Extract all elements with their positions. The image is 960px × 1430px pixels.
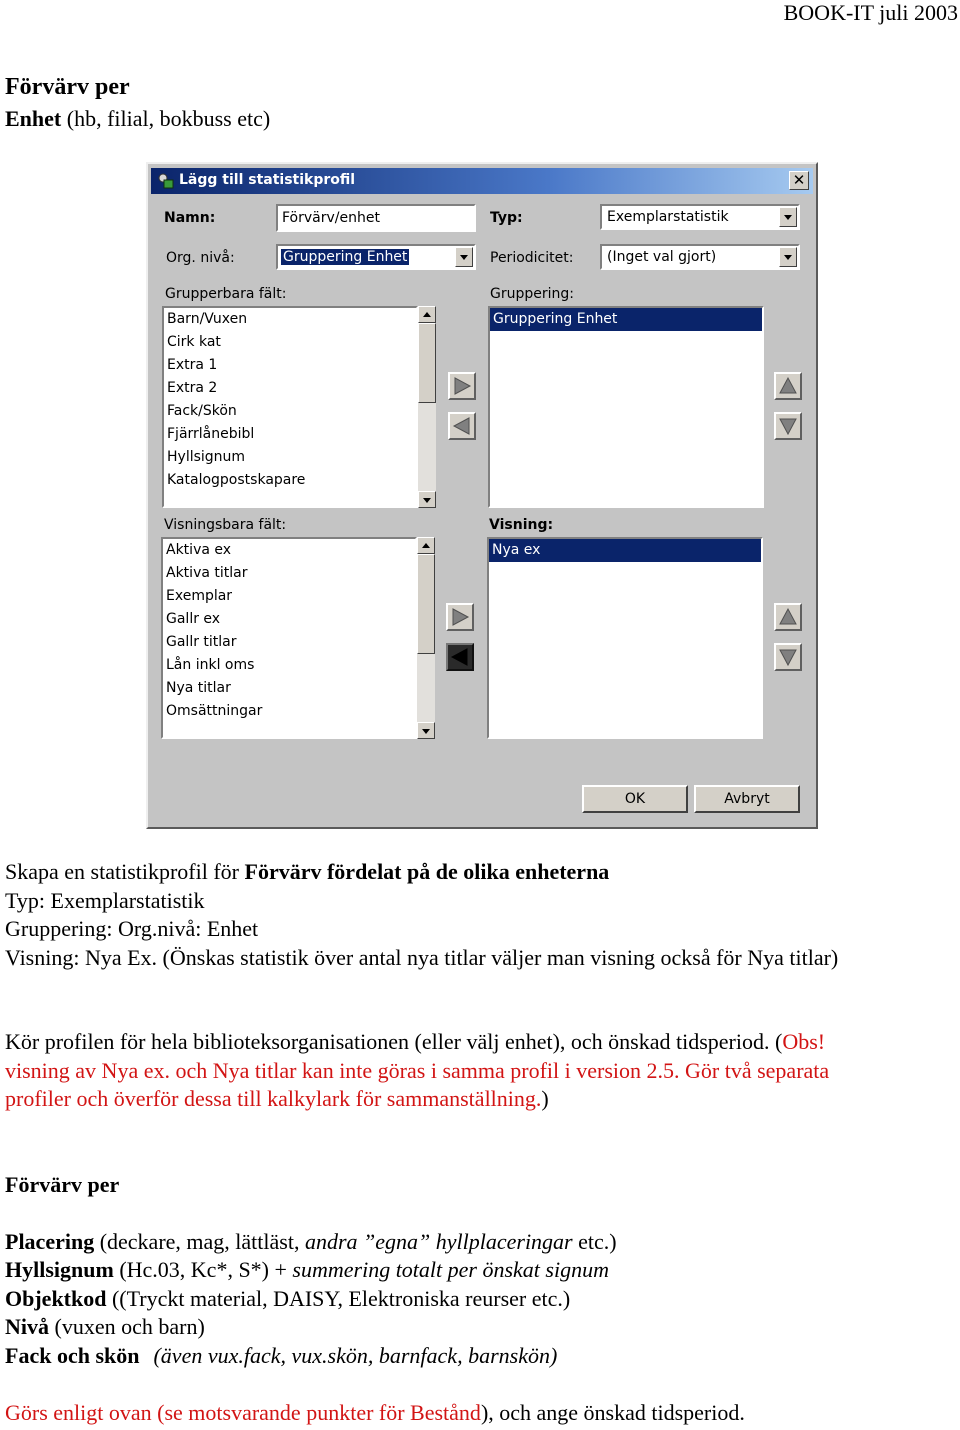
text-span: Skapa en statistikprofil för (5, 859, 245, 884)
list-item[interactable]: Nya ex (489, 539, 761, 562)
grouping-move-down-button[interactable] (774, 412, 802, 440)
dialog-title: Lägg till statistikprofil (179, 172, 356, 188)
type-select[interactable] (600, 204, 800, 230)
scroll-up-icon[interactable] (418, 306, 436, 323)
chevron-down-icon[interactable] (455, 247, 473, 267)
arrow-down-icon (778, 416, 798, 436)
text-bold: Hyllsignum (5, 1257, 114, 1282)
list-item[interactable]: Katalogpostskapare (167, 472, 306, 488)
text-span: ), och ange önskad tidsperiod. (480, 1400, 745, 1425)
view-list[interactable] (487, 537, 763, 739)
grouping-move-up-button[interactable] (774, 372, 802, 400)
add-grouping-button[interactable] (448, 372, 476, 400)
list-item[interactable]: Gallr titlar (166, 634, 237, 650)
para-run-profile (5, 1029, 825, 1055)
view-move-down-button[interactable] (774, 643, 802, 671)
text-italic: (även vux.fack, vux.skön, barnfack, barnskön) (153, 1343, 558, 1368)
intro-unit-line (5, 106, 270, 132)
remove-view-button[interactable] (446, 643, 474, 671)
text-red: Obs! (782, 1029, 826, 1054)
text-span: (Hc.03, Kc*, S*) + (113, 1257, 293, 1282)
close-icon[interactable]: ✕ (789, 171, 809, 190)
type-label: Typ: (490, 210, 523, 226)
para-type: Typ: Exemplarstatistik (5, 888, 205, 913)
list-item[interactable]: Gallr ex (166, 611, 221, 627)
text-italic: andra ”egna” hyllplaceringar (304, 1229, 573, 1254)
list-item[interactable]: Extra 1 (167, 357, 218, 373)
unit-desc: (hb, filial, bokbuss etc) (61, 106, 271, 131)
list-item[interactable]: Lån inkl oms (166, 657, 255, 673)
text-bold: Nivå (5, 1314, 49, 1339)
list-item[interactable]: Fack/Skön (167, 403, 237, 419)
text-red: Görs enligt ovan (se motsvarande punkter för Bestånd (5, 1400, 481, 1425)
list-item[interactable]: Gruppering Enhet (490, 308, 762, 331)
para-note-end (5, 1086, 549, 1112)
list-item[interactable]: Barn/Vuxen (167, 311, 248, 327)
page-header: BOOK-IT juli 2003 (783, 0, 958, 25)
list-item[interactable]: Hyllsignum (167, 449, 246, 465)
groupable-scrollbar[interactable] (418, 306, 436, 508)
view-move-up-button[interactable] (774, 603, 802, 631)
para-grouping: Gruppering: Org.nivå: Enhet (5, 916, 259, 941)
add-stat-profile-dialog (146, 162, 818, 829)
view-label: Visning: (489, 517, 554, 533)
arrow-down-icon (778, 647, 798, 667)
periodicity-value: (Inget val gjort) (607, 249, 717, 265)
arrow-right-icon (452, 376, 472, 396)
list-item[interactable]: Omsättningar (166, 703, 263, 719)
cancel-button[interactable]: Avbryt (694, 785, 800, 813)
text-span: ) (541, 1086, 549, 1111)
item-genre (5, 1343, 557, 1369)
text-span: etc.) (572, 1229, 617, 1254)
list-item[interactable]: Nya titlar (166, 680, 231, 696)
periodicity-select[interactable] (600, 244, 800, 270)
text-italic: summering totalt per önskat signum (292, 1257, 609, 1282)
section-title: Förvärv per (5, 74, 130, 100)
arrow-right-icon (450, 607, 470, 627)
arrow-up-icon (778, 607, 798, 627)
chevron-down-icon[interactable] (779, 207, 797, 227)
item-level (5, 1314, 205, 1340)
name-input[interactable]: Förvärv/enhet (276, 204, 476, 232)
text-bold: Fack och skön (5, 1343, 140, 1368)
groupable-fields-list[interactable] (162, 306, 418, 508)
viewable-scrollbar[interactable] (417, 537, 435, 739)
text-span: Kör profilen för hela biblioteksorganisationen (eller välj enhet), och önskad tidsperiod. ( (5, 1029, 783, 1054)
scroll-down-icon[interactable] (417, 722, 435, 739)
para-final (5, 1400, 745, 1426)
item-placement (5, 1229, 617, 1255)
text-bold: Placering (5, 1229, 95, 1254)
arrow-left-icon (450, 647, 470, 667)
scroll-up-icon[interactable] (417, 537, 435, 554)
unit-label: Enhet (5, 106, 62, 131)
viewable-fields-list[interactable] (161, 537, 417, 739)
arrow-up-icon (778, 376, 798, 396)
grouping-label: Gruppering: (490, 286, 574, 302)
text-span: ((Tryckt material, DAISY, Elektroniska reurser etc.) (106, 1286, 571, 1311)
list-item[interactable]: Cirk kat (167, 334, 221, 350)
section2-title: Förvärv per (5, 1172, 120, 1197)
add-view-button[interactable] (446, 603, 474, 631)
item-objectcode (5, 1286, 570, 1312)
org-level-value: Gruppering Enhet (283, 249, 408, 265)
grouping-list[interactable] (488, 306, 764, 508)
item-shelfmark (5, 1257, 609, 1283)
dialog-titlebar[interactable] (151, 168, 813, 194)
groupable-fields-label: Grupperbara fält: (165, 286, 287, 302)
para-note: visning av Nya ex. och Nya titlar kan inte göras i samma profil i version 2.5. Gör två separata (5, 1058, 830, 1083)
para-create-profile (5, 859, 609, 885)
remove-grouping-button[interactable] (448, 412, 476, 440)
list-item[interactable]: Exemplar (166, 588, 233, 604)
list-item[interactable]: Aktiva ex (166, 542, 232, 558)
text-span: (vuxen och barn) (49, 1314, 205, 1339)
list-item[interactable]: Extra 2 (167, 380, 218, 396)
list-item[interactable]: Aktiva titlar (166, 565, 248, 581)
text-bold: Förvärv fördelat på de olika enheterna (244, 859, 610, 884)
app-icon (157, 172, 175, 190)
para-view: Visning: Nya Ex. (Önskas statistik över antal nya titlar väljer man visning också för Nya titlar) (5, 945, 839, 970)
list-item[interactable]: Fjärrlånebibl (167, 426, 255, 442)
text-span: (deckare, mag, lättläst, (94, 1229, 305, 1254)
type-value: Exemplarstatistik (607, 209, 729, 225)
text-red: profiler och överför dessa till kalkylark för sammanställning. (5, 1086, 542, 1111)
org-level-label: Org. nivå: (166, 250, 235, 266)
ok-button[interactable]: OK (582, 785, 688, 813)
org-level-select[interactable] (276, 244, 476, 270)
scroll-down-icon[interactable] (418, 491, 436, 508)
periodicity-label: Periodicitet: (490, 250, 574, 266)
scroll-thumb[interactable] (418, 323, 436, 403)
arrow-left-icon (452, 416, 472, 436)
chevron-down-icon[interactable] (779, 247, 797, 267)
name-label: Namn: (164, 210, 216, 226)
text-bold: Objektkod (5, 1286, 107, 1311)
viewable-fields-label: Visningsbara fält: (164, 517, 287, 533)
scroll-thumb[interactable] (417, 554, 435, 654)
